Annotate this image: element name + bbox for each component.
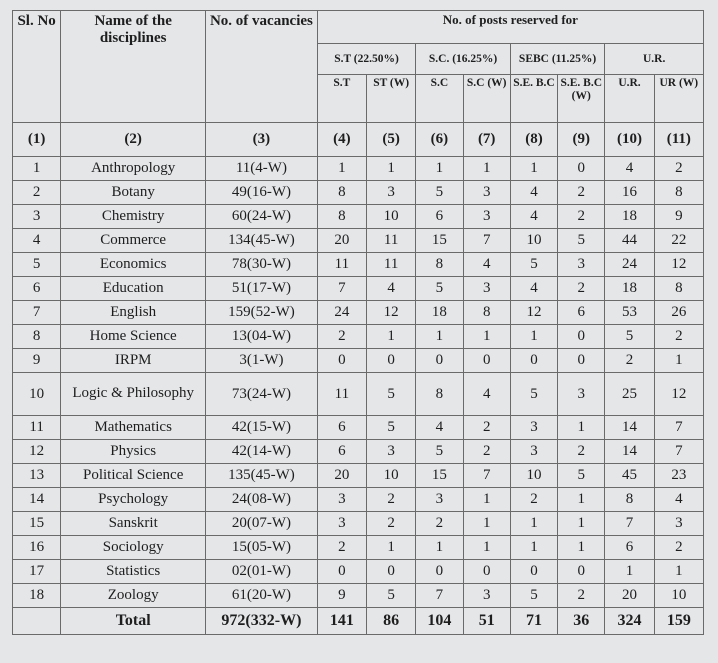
row-vacancies: 3(1-W) [206,349,318,373]
row-ur: 5 [605,325,654,349]
header-sub-sebc: S.E. B.C [510,75,557,123]
row-sc: 4 [416,416,463,440]
row-sebc: 4 [510,205,557,229]
row-sebc: 3 [510,440,557,464]
row-vacancies: 134(45-W) [206,229,318,253]
row-sebc-w: 2 [558,181,605,205]
row-st-w: 2 [367,488,416,512]
total-label: Total [61,608,206,635]
row-ur: 24 [605,253,654,277]
total-st: 141 [317,608,366,635]
row-ur: 7 [605,512,654,536]
row-discipline: Zoology [61,584,206,608]
table-row [13,584,704,608]
row-st-w: 3 [367,440,416,464]
row-sc: 15 [416,464,463,488]
row-sebc-w: 0 [558,560,605,584]
table-row [13,277,704,301]
row-discipline: Education [61,277,206,301]
row-sebc: 0 [510,560,557,584]
row-st-w: 1 [367,325,416,349]
row-ur: 20 [605,584,654,608]
header-group-st: S.T (22.50%) [317,44,416,75]
row-st: 8 [317,205,366,229]
row-sc-w: 4 [463,373,510,416]
header-discipline: Name of the disciplines [61,11,206,123]
total-st-w: 86 [367,608,416,635]
row-sebc-w: 0 [558,157,605,181]
row-st: 3 [317,512,366,536]
table-row [13,488,704,512]
table-row [13,205,704,229]
row-sc-w: 1 [463,536,510,560]
column-number: (5) [367,123,416,157]
row-sebc-w: 0 [558,325,605,349]
header-sub-ur-w: UR (W) [654,75,703,123]
row-sebc-w: 2 [558,440,605,464]
row-sl-no: 4 [13,229,61,253]
row-sc-w: 3 [463,205,510,229]
row-sc: 6 [416,205,463,229]
row-sc-w: 0 [463,560,510,584]
table-body [13,157,704,608]
row-sl-no: 10 [13,373,61,416]
table-row [13,325,704,349]
row-sebc-w: 2 [558,584,605,608]
row-st: 6 [317,440,366,464]
row-ur-w: 2 [654,325,703,349]
row-sc-w: 8 [463,301,510,325]
row-vacancies: 42(14-W) [206,440,318,464]
row-discipline: Botany [61,181,206,205]
row-st-w: 0 [367,349,416,373]
row-sc-w: 3 [463,181,510,205]
row-sc: 5 [416,277,463,301]
row-discipline: Psychology [61,488,206,512]
row-st: 0 [317,560,366,584]
row-sc: 5 [416,440,463,464]
row-ur-w: 4 [654,488,703,512]
row-st: 24 [317,301,366,325]
row-st-w: 10 [367,464,416,488]
row-sc-w: 2 [463,440,510,464]
row-sebc-w: 2 [558,205,605,229]
row-sl-no: 12 [13,440,61,464]
row-vacancies: 15(05-W) [206,536,318,560]
table-row [13,373,704,416]
row-sebc-w: 3 [558,253,605,277]
row-st: 11 [317,253,366,277]
row-sebc: 0 [510,349,557,373]
row-vacancies: 135(45-W) [206,464,318,488]
total-sl-cell [13,608,61,635]
row-sebc: 12 [510,301,557,325]
row-st: 20 [317,464,366,488]
row-st-w: 1 [367,536,416,560]
row-discipline: Home Science [61,325,206,349]
row-ur-w: 1 [654,560,703,584]
row-discipline: Physics [61,440,206,464]
row-ur-w: 7 [654,416,703,440]
total-ur: 324 [605,608,654,635]
row-sebc: 2 [510,488,557,512]
row-sebc: 4 [510,277,557,301]
row-sc-w: 0 [463,349,510,373]
row-ur: 8 [605,488,654,512]
row-discipline: Anthropology [61,157,206,181]
row-vacancies: 49(16-W) [206,181,318,205]
row-sl-no: 11 [13,416,61,440]
row-sl-no: 18 [13,584,61,608]
row-sebc: 1 [510,325,557,349]
row-ur: 16 [605,181,654,205]
row-ur: 2 [605,349,654,373]
row-sc-w: 3 [463,584,510,608]
row-ur-w: 8 [654,277,703,301]
row-sebc-w: 3 [558,373,605,416]
row-sc: 0 [416,349,463,373]
row-sc: 2 [416,512,463,536]
row-st: 3 [317,488,366,512]
row-st-w: 1 [367,157,416,181]
column-number: (11) [654,123,703,157]
row-sebc-w: 1 [558,536,605,560]
row-sl-no: 8 [13,325,61,349]
row-sl-no: 1 [13,157,61,181]
row-sebc-w: 5 [558,464,605,488]
row-st: 8 [317,181,366,205]
row-ur-w: 2 [654,157,703,181]
row-st: 11 [317,373,366,416]
row-st: 20 [317,229,366,253]
row-sc: 3 [416,488,463,512]
table-row [13,229,704,253]
row-ur-w: 7 [654,440,703,464]
row-st: 1 [317,157,366,181]
table-row [13,349,704,373]
row-sc: 1 [416,157,463,181]
row-st: 6 [317,416,366,440]
row-sc: 8 [416,253,463,277]
row-vacancies: 78(30-W) [206,253,318,277]
column-number: (8) [510,123,557,157]
row-sl-no: 9 [13,349,61,373]
row-ur: 45 [605,464,654,488]
row-discipline: Political Science [61,464,206,488]
row-sebc-w: 1 [558,416,605,440]
row-st-w: 11 [367,229,416,253]
row-sebc: 10 [510,464,557,488]
row-sc-w: 3 [463,277,510,301]
row-sl-no: 13 [13,464,61,488]
table-row [13,301,704,325]
column-number: (9) [558,123,605,157]
row-sc: 1 [416,536,463,560]
row-sc: 8 [416,373,463,416]
row-sebc-w: 0 [558,349,605,373]
row-sebc: 10 [510,229,557,253]
row-ur: 25 [605,373,654,416]
table-row [13,536,704,560]
row-st-w: 10 [367,205,416,229]
row-sc: 15 [416,229,463,253]
total-sebc-w: 36 [558,608,605,635]
column-number: (10) [605,123,654,157]
row-discipline: Logic & Philosophy [61,373,206,416]
header-sub-sebc-w: S.E. B.C (W) [558,75,605,123]
row-sebc: 1 [510,536,557,560]
row-vacancies: 24(08-W) [206,488,318,512]
row-sl-no: 6 [13,277,61,301]
row-vacancies: 61(20-W) [206,584,318,608]
table-row [13,512,704,536]
row-st-w: 5 [367,584,416,608]
row-sc-w: 7 [463,464,510,488]
row-sebc-w: 5 [558,229,605,253]
row-ur: 6 [605,536,654,560]
reservation-table [12,10,704,635]
row-sl-no: 5 [13,253,61,277]
row-sebc: 3 [510,416,557,440]
row-sebc: 5 [510,584,557,608]
row-vacancies: 159(52-W) [206,301,318,325]
row-ur-w: 23 [654,464,703,488]
row-sc: 1 [416,325,463,349]
row-sl-no: 7 [13,301,61,325]
column-number: (4) [317,123,366,157]
row-st-w: 0 [367,560,416,584]
table-row [13,440,704,464]
row-discipline: Sanskrit [61,512,206,536]
row-sc: 7 [416,584,463,608]
row-st-w: 4 [367,277,416,301]
row-sl-no: 14 [13,488,61,512]
row-ur: 4 [605,157,654,181]
row-vacancies: 51(17-W) [206,277,318,301]
row-st-w: 3 [367,181,416,205]
row-vacancies: 73(24-W) [206,373,318,416]
row-sl-no: 2 [13,181,61,205]
header-sl-no: Sl. No [13,11,61,123]
row-ur: 44 [605,229,654,253]
column-number: (3) [206,123,318,157]
header-group-ur: U.R. [605,44,704,75]
column-number: (7) [463,123,510,157]
row-sc: 18 [416,301,463,325]
column-number: (2) [61,123,206,157]
row-sebc: 5 [510,373,557,416]
row-sc-w: 7 [463,229,510,253]
row-ur-w: 22 [654,229,703,253]
total-sc: 104 [416,608,463,635]
row-sc-w: 1 [463,488,510,512]
row-vacancies: 02(01-W) [206,560,318,584]
row-ur: 18 [605,277,654,301]
column-number-row [13,123,704,157]
row-st-w: 12 [367,301,416,325]
row-ur-w: 2 [654,536,703,560]
row-ur-w: 12 [654,253,703,277]
row-st: 0 [317,349,366,373]
row-discipline: Chemistry [61,205,206,229]
total-sc-w: 51 [463,608,510,635]
row-ur-w: 3 [654,512,703,536]
row-ur-w: 8 [654,181,703,205]
column-number: (1) [13,123,61,157]
row-sebc-w: 6 [558,301,605,325]
row-vacancies: 13(04-W) [206,325,318,349]
row-sc: 0 [416,560,463,584]
row-ur: 53 [605,301,654,325]
row-ur: 18 [605,205,654,229]
row-discipline: English [61,301,206,325]
row-ur: 14 [605,440,654,464]
header-group-sc: S.C. (16.25%) [416,44,511,75]
row-vacancies: 60(24-W) [206,205,318,229]
row-discipline: Mathematics [61,416,206,440]
row-ur-w: 9 [654,205,703,229]
row-sebc: 1 [510,512,557,536]
row-sebc-w: 2 [558,277,605,301]
row-ur-w: 1 [654,349,703,373]
row-sl-no: 3 [13,205,61,229]
row-sl-no: 16 [13,536,61,560]
table-row [13,560,704,584]
row-discipline: Commerce [61,229,206,253]
header-sub-sc: S.C [416,75,463,123]
header-sub-st: S.T [317,75,366,123]
row-vacancies: 42(15-W) [206,416,318,440]
row-ur: 14 [605,416,654,440]
row-sebc-w: 1 [558,512,605,536]
table-row [13,181,704,205]
row-discipline: Statistics [61,560,206,584]
row-st-w: 11 [367,253,416,277]
row-sebc: 1 [510,157,557,181]
total-ur-w: 159 [654,608,703,635]
row-st-w: 5 [367,416,416,440]
row-ur-w: 12 [654,373,703,416]
row-st-w: 2 [367,512,416,536]
row-sebc: 5 [510,253,557,277]
header-sub-sc-w: S.C (W) [463,75,510,123]
row-discipline: Economics [61,253,206,277]
table-row [13,416,704,440]
row-sc-w: 1 [463,157,510,181]
row-st: 2 [317,536,366,560]
row-ur-w: 10 [654,584,703,608]
total-row [13,608,704,635]
row-vacancies: 20(07-W) [206,512,318,536]
table-row [13,253,704,277]
header-sub-ur: U.R. [605,75,654,123]
table-row [13,464,704,488]
row-sebc-w: 1 [558,488,605,512]
row-sc-w: 1 [463,325,510,349]
row-vacancies: 11(4-W) [206,157,318,181]
row-ur: 1 [605,560,654,584]
row-sc: 5 [416,181,463,205]
row-sl-no: 15 [13,512,61,536]
row-st: 9 [317,584,366,608]
total-vacancies: 972(332-W) [206,608,318,635]
table-row [13,157,704,181]
row-st: 2 [317,325,366,349]
row-st-w: 5 [367,373,416,416]
header-group-sebc: SEBC (11.25%) [510,44,605,75]
row-sl-no: 17 [13,560,61,584]
row-discipline: Sociology [61,536,206,560]
header-vacancies: No. of vacancies [206,11,318,123]
header-sub-st-w: ST (W) [367,75,416,123]
row-discipline: IRPM [61,349,206,373]
row-ur-w: 26 [654,301,703,325]
header-reserved-for: No. of posts reserved for [317,11,703,44]
row-sc-w: 4 [463,253,510,277]
row-st: 7 [317,277,366,301]
row-sebc: 4 [510,181,557,205]
row-sc-w: 1 [463,512,510,536]
row-sc-w: 2 [463,416,510,440]
column-number: (6) [416,123,463,157]
total-sebc: 71 [510,608,557,635]
